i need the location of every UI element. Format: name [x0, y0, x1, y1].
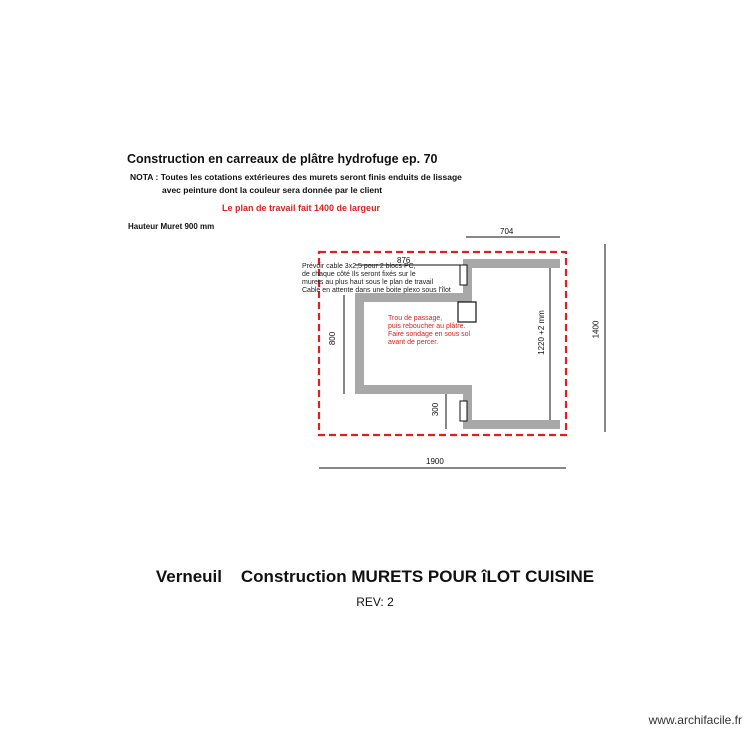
passage-hole: [458, 302, 476, 322]
plan-width-note: Le plan de travail fait 1400 de largeur: [222, 203, 381, 213]
passage-note-line: Faire sondage en sous sol: [388, 331, 471, 338]
wall-upper-arm: [355, 293, 472, 302]
wall-bottom: [463, 420, 560, 429]
wall-height-note: Hauteur Muret 900 mm: [128, 222, 215, 231]
passage-note-line: Trou de passage,: [388, 315, 443, 322]
main-title: Verneuil Construction MURETS POUR îLOT CUISINE: [155, 567, 595, 586]
cable-note-line: murets au plus haut sous le plan de travail: [302, 279, 434, 286]
dimension-label-876: 876: [397, 256, 411, 265]
dimension-label-1220: 1220 +2 mm: [536, 310, 546, 355]
dimension-label-1400: 1400: [591, 320, 601, 339]
wall-left: [355, 293, 364, 394]
dimension-label-800: 800: [328, 331, 338, 346]
watermark: www.archifacile.fr: [648, 713, 742, 727]
drawing-subtitle: Construction en carreaux de plâtre hydrofuge ep. 70: [127, 152, 438, 166]
cable-note-line: Prévoir cable 3x2,5 pour 2 blocs PC,: [302, 263, 416, 270]
cable-note-line: de chaque côté Ils seront fixés sur le: [302, 271, 416, 278]
cable-note-line: Cable en attente dans une boite plexo sous l'îlot: [302, 287, 451, 294]
dimension-label-704: 704: [500, 227, 514, 236]
wall-top: [463, 259, 560, 268]
electrical-box-top: [460, 265, 467, 285]
revision-label: REV: 2: [356, 595, 394, 609]
passage-note-line: puis reboucher au plâtre.: [388, 323, 466, 330]
passage-note-line: avant de percer.: [388, 339, 439, 346]
wall-lower-arm: [355, 385, 472, 394]
nota-line-1: NOTA : Toutes les cotations extérieures des murets seront finis enduits de lissage: [130, 172, 462, 182]
electrical-box-bottom: [460, 401, 467, 421]
dimension-label-1900: 1900: [426, 457, 444, 466]
nota-line-2: avec peinture dont la couleur sera donnée par le client: [162, 185, 383, 195]
dimension-label-300: 300: [431, 402, 441, 417]
